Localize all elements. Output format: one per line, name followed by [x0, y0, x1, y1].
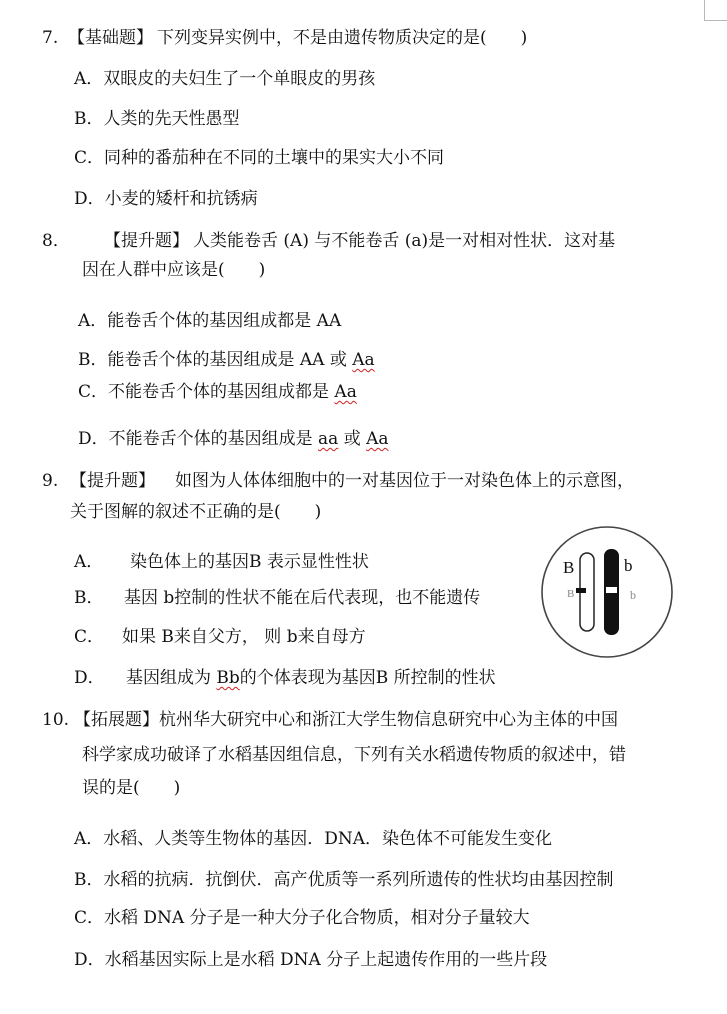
gene-marker-left: B — [567, 588, 575, 600]
question-text: 如图为人体体细胞中的一对基因位于一对染色体上的示意图， — [175, 471, 634, 491]
gene-locus-left — [576, 588, 586, 593]
genotype-text: Aa — [366, 429, 389, 449]
option-text: 水稻 DNA 分子是一种大分子化合物质，相对分子量较大 — [104, 908, 530, 928]
difficulty-tag: 【基础题】 — [68, 28, 153, 48]
question-10-stem-cont: 误的是( ) — [82, 778, 181, 798]
option-text: 水稻的抗病．抗倒伏．高产优质等一系列所遗传的性状均由基因控制 — [103, 870, 614, 890]
page-corner-mark — [704, 0, 727, 21]
option-text: 水稻基因实际上是水稻 DNA 分子上起遗传作用的一些片段 — [104, 950, 548, 970]
option-text: 能卷舌个体的基因组成都是 AA — [107, 311, 342, 331]
genotype-text: Aa — [334, 382, 357, 402]
option-text: 不能卷舌个体的基因组成是 — [108, 429, 319, 449]
option-d[interactable] — [78, 427, 389, 451]
option-text: 或 — [338, 429, 367, 449]
option-letter: D． — [74, 950, 105, 970]
option-text: 不能卷舌个体的基因组成都是 — [108, 382, 335, 402]
option-text: 双眼皮的夫妇生了一个单眼皮的男孩 — [103, 69, 376, 89]
option-c[interactable] — [74, 906, 530, 930]
gene-label-left: B — [563, 558, 575, 577]
option-d[interactable] — [74, 948, 547, 972]
difficulty-tag: 【拓展题】 — [74, 710, 159, 730]
question-10-stem-cont: 科学家成功破译了水稻基因组信息，下列有关水稻遗传物质的叙述中，错 — [82, 745, 626, 765]
option-letter: A． — [74, 552, 104, 572]
option-b[interactable] — [74, 586, 480, 610]
option-text: 基因 b控制的性状不能在后代表现，也不能遗传 — [124, 588, 481, 608]
option-text: 同种的番茄种在不同的土壤中的果实大小不同 — [104, 148, 445, 168]
option-letter: D． — [74, 668, 105, 688]
option-b[interactable] — [74, 107, 240, 131]
option-letter: B． — [74, 109, 104, 129]
option-letter: A． — [78, 311, 108, 331]
question-10-stem — [42, 708, 618, 732]
gene-locus-right — [606, 587, 617, 593]
option-letter: B． — [74, 588, 104, 608]
question-9-stem — [42, 469, 634, 493]
option-letter: A． — [74, 829, 104, 849]
question-text: 人类能卷舌 (A) 与不能卷舌 (a)是一对相对性状．这对基 — [193, 231, 616, 251]
option-letter: C． — [74, 908, 105, 928]
option-text: 的个体表现为基因B 所控制的性状 — [239, 668, 496, 688]
option-letter: C． — [78, 382, 109, 402]
gene-label-right: b — [624, 556, 633, 575]
question-9-stem-cont: 关于图解的叙述不正确的是( ) — [70, 502, 322, 522]
option-c[interactable] — [74, 625, 366, 649]
genotype-text: Aa — [352, 350, 375, 370]
difficulty-tag: 【提升题】 — [70, 471, 155, 491]
option-d[interactable] — [74, 666, 496, 690]
option-b[interactable] — [74, 868, 614, 892]
option-d[interactable] — [74, 187, 258, 211]
option-text: 能卷舌个体的基因组成是 AA 或 — [107, 350, 353, 370]
option-a[interactable] — [74, 550, 369, 574]
option-a[interactable] — [74, 67, 375, 91]
genotype-text: Bb — [216, 668, 240, 688]
option-text: 小麦的矮杆和抗锈病 — [104, 189, 258, 209]
question-7-stem — [42, 26, 527, 50]
option-letter: C． — [74, 148, 105, 168]
chromosome-pair-diagram — [540, 525, 674, 659]
option-letter: B． — [78, 350, 108, 370]
question-text: 杭州华大研究中心和浙江大学生物信息研究中心为主体的中国 — [159, 710, 618, 730]
question-text: 下列变异实例中，不是由遗传物质决定的是( ) — [157, 28, 528, 48]
option-text: 水稻、人类等生物体的基因．DNA．染色体不可能发生变化 — [103, 829, 553, 849]
option-c[interactable] — [74, 146, 444, 170]
question-number: 7. — [42, 28, 59, 48]
option-letter: D． — [74, 189, 105, 209]
genotype-text: aa — [318, 429, 339, 449]
option-a[interactable] — [74, 827, 552, 851]
option-text: 人类的先天性愚型 — [103, 109, 240, 129]
option-text: 基因组成为 — [126, 668, 217, 688]
option-letter: B． — [74, 870, 104, 890]
question-number: 10. — [42, 710, 70, 730]
question-8-stem — [42, 229, 615, 253]
option-letter: A． — [74, 69, 104, 89]
question-number: 8． — [42, 231, 70, 251]
option-letter: D． — [78, 429, 109, 449]
difficulty-tag: 【提升题】 — [104, 231, 189, 251]
option-a[interactable] — [78, 309, 341, 333]
gene-marker-right: b — [630, 588, 636, 602]
option-letter: C． — [74, 627, 105, 647]
option-text: 如果 B来自父方， 则 b来自母方 — [122, 627, 366, 647]
option-text: 染色体上的基因B 表示显性性状 — [130, 552, 369, 572]
option-c[interactable] — [78, 380, 357, 404]
question-number: 9. — [42, 471, 59, 491]
option-b[interactable] — [78, 348, 375, 372]
question-8-stem-cont: 因在人群中应该是( ) — [82, 260, 266, 280]
